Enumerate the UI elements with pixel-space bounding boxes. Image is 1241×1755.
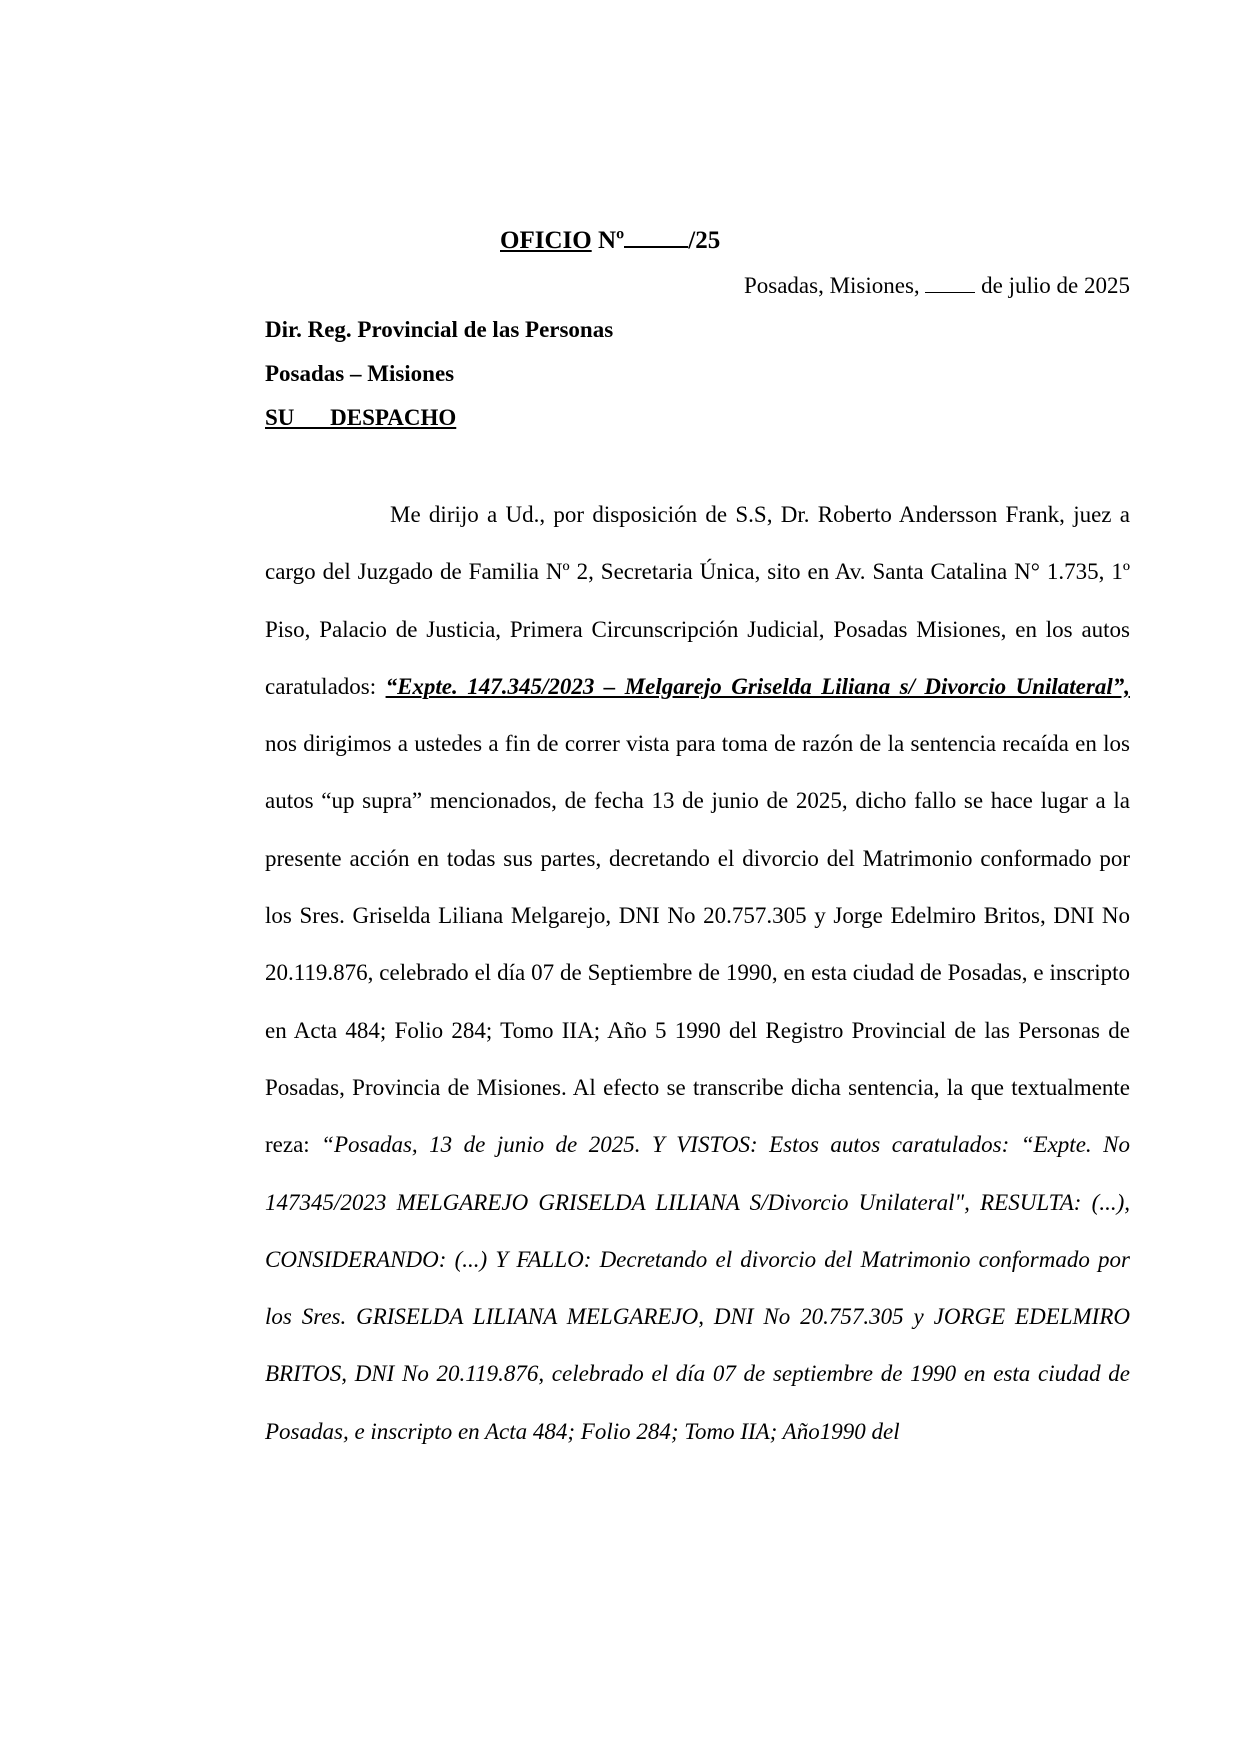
date-month-year: de julio de 2025 [981, 273, 1130, 298]
addressee-line-2: Posadas – Misiones [265, 361, 455, 386]
oficio-title-label: OFICIO [500, 227, 592, 254]
date-day-blank [925, 274, 975, 293]
oficio-number-blank [624, 226, 688, 248]
date-line [744, 272, 1130, 300]
sentence-quote: “Posadas, 13 de junio de 2025. Y VISTOS: Estos autos caratulados: “Expte. No 147345/2023 MELGAREJO GRISELDA LILIANA S/Divorcio Unilateral", RESULTA: (...), CONSIDERANDO: (...) Y FALLO: Decretando el divorcio del Matrimonio conformado por los Sres. GRISELDA LILIANA MELGAREJO, DNI No 20.757.305 y JORGE EDELMIRO BRITOS, DNI No 20.119.876, celebrado el día 07 de septiembre de 1990 en esta ciudad de Posadas, e inscripto en Acta 484; Folio 284; Tomo IIA; Año1990 del [265, 1132, 1130, 1444]
body-paragraph [265, 486, 1130, 1460]
body-middle: nos dirigimos a ustedes a fin de correr vista para toma de razón de la sentencia recaída en los autos “up supra” mencionados, de fecha 13 de junio de 2025, dicho fallo se hace lugar a la presente acción en todas sus partes, decretando el divorcio del Matrimonio conformado por los Sres. Griselda Liliana Melgarejo, DNI No 20.757.305 y Jorge Edelmiro Britos, DNI No 20.119.876, celebrado el día 07 de Septiembre de 1990, en esta ciudad de Posadas, e inscripto en Acta 484; Folio 284; Tomo IIA; Año 5 1990 del Registro Provincial de las Personas de Posadas, Provincia de Misiones. Al efecto se transcribe dicha sentencia, la que textualmente reza: [265, 731, 1130, 1158]
body-intro: Me dirijo a Ud., por disposición de S.S, Dr. Roberto Andersson Frank, juez a cargo del Juzgado de Familia Nº 2, Secretaria Única, sito en Av. Santa Catalina N° 1.735, 1º Piso, Palacio de Justicia, Primera Circunscripción Judicial, Posadas Misiones, en los autos caratulados: [265, 502, 1130, 699]
oficio-number-label: Nº [597, 227, 625, 254]
date-place: Posadas, Misiones, [743, 273, 920, 298]
case-reference: “Expte. 147.345/2023 – Melgarejo Griselda Liliana s/ Divorcio Unilateral”, [385, 673, 1130, 699]
oficio-title [500, 226, 900, 256]
addressee-line-1: Dir. Reg. Provincial de las Personas [265, 317, 614, 342]
addressee-line-3: SU DESPACHO [265, 405, 457, 430]
oficio-year-suffix: /25 [688, 227, 721, 254]
